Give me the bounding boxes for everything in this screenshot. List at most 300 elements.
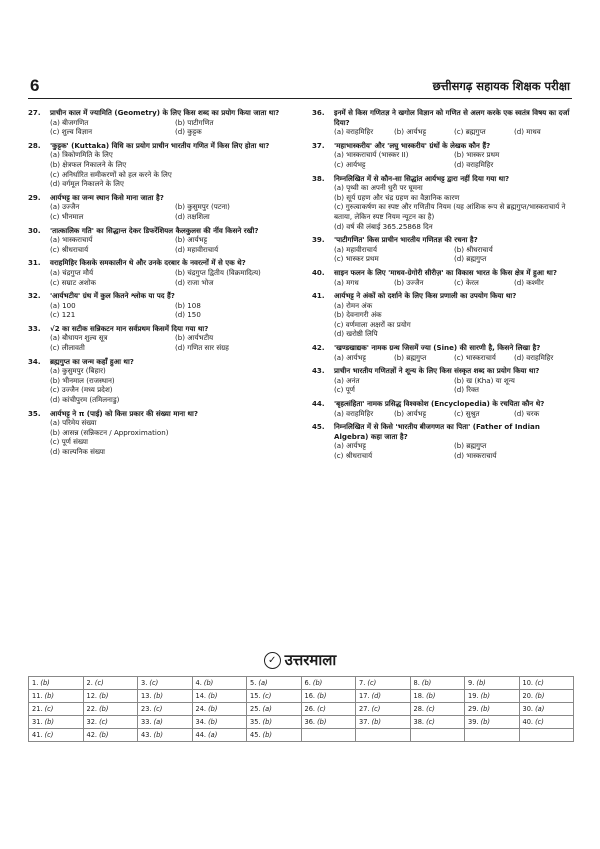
question-number: 32. (28, 291, 41, 301)
answer-number: 2. (86, 679, 93, 687)
answer-key-row (29, 729, 574, 742)
options (312, 127, 574, 137)
answer-key-cell (192, 703, 247, 716)
answer-option: (a) वराहमिहिर (334, 408, 374, 418)
answer-number: 5. (250, 679, 257, 687)
answer-number: 40. (522, 718, 533, 726)
answer-letter: (b) (153, 731, 163, 739)
question-item (28, 324, 300, 353)
answer-key-heading (0, 650, 600, 670)
answer-option: (b) पाटीगणित (175, 117, 214, 127)
answer-number: 34. (195, 718, 206, 726)
answer-key-cell (138, 703, 193, 716)
answer-number: 35. (250, 718, 261, 726)
answer-key-row (29, 690, 574, 703)
answer-letter: (b) (476, 679, 486, 687)
answer-option: (b) आर्यभटीय (175, 333, 214, 343)
question-text: निम्नलिखित में से किसे 'भारतीय बीजगणत का पिता' (Father of Indian Algebra) कहा जाता है? (334, 422, 540, 441)
answer-option: (a) रोमन अंक (334, 300, 373, 310)
answer-number: 45. (250, 731, 261, 739)
answer-key-cell (29, 677, 84, 690)
answer-key-cell (138, 716, 193, 729)
answer-option: (a) चंद्रगुप्त मौर्य (50, 267, 94, 277)
answer-key-cell (356, 703, 411, 716)
question-number: 41. (312, 291, 325, 301)
options (28, 235, 300, 254)
answer-letter: (b) (262, 731, 272, 739)
answer-option: (d) वर्गमूल निकालने के लिए (50, 179, 124, 189)
answer-number: 30. (522, 705, 533, 713)
answer-option: (c) श्रीधराचार्य (334, 451, 373, 460)
answer-key-cell (519, 677, 574, 690)
answer-option: (a) त्रिकोणमिति के लिए (50, 150, 113, 160)
answer-option: (b) सूर्य ग्रहण और चंद्र ग्रहण का वैज्ञानिक कारण (334, 192, 460, 202)
question-item (312, 108, 574, 137)
question-text: 'कुट्टक' (Kuttaka) विधि का प्रयोग प्राचीन भारतीय गणित में किस लिए होता था? (50, 140, 270, 150)
answer-letter: (c) (149, 679, 159, 687)
question-number: 30. (28, 225, 41, 235)
answer-key-cell (465, 677, 520, 690)
answer-key-cell (410, 716, 465, 729)
options (312, 301, 574, 339)
answer-option: (d) वर्ष की लंबाई 365.25868 दिन (334, 221, 433, 231)
question-number: 29. (28, 192, 41, 202)
answer-key-row (29, 677, 574, 690)
answer-number: 17. (359, 692, 370, 700)
answer-option: (c) श्रीधराचार्य (50, 244, 89, 254)
answer-key-cell (83, 716, 138, 729)
answer-option: (b) क्षेत्रफल निकालने के लिए (50, 159, 127, 169)
answer-key-cell (29, 690, 84, 703)
answer-number: 1. (32, 679, 39, 687)
answer-key-cell (247, 716, 302, 729)
answer-option: (a) उज्जैन (50, 202, 80, 212)
answer-option: (a) वराहमिहिर (334, 127, 374, 137)
answer-key-cell (247, 677, 302, 690)
answer-option: (b) उज्जैन (394, 277, 424, 287)
answer-key-cell (301, 716, 356, 729)
answer-key-row (29, 703, 574, 716)
question-text: 'महाभास्करीय' और 'लघु भास्करीय' ग्रंथों के लेखक कौन हैं? (334, 140, 491, 150)
answer-letter: (c) (367, 679, 377, 687)
answer-option: (b) आर्यभट्ट (175, 235, 208, 245)
answer-option: (d) भास्कराचार्य (454, 451, 497, 460)
answer-letter: (a) (535, 705, 545, 713)
question-item (312, 235, 574, 264)
answer-option: (c) उज्जैन (मध्य प्रदेश) (50, 385, 113, 395)
answer-number: 37. (359, 718, 370, 726)
answer-key-cell (519, 690, 574, 703)
question-item (28, 291, 300, 320)
answer-number: 20. (522, 692, 533, 700)
question-text: प्राचीन भारतीय गणितज्ञों ने शून्य के लिए किस संस्कृत शब्द का प्रयोग किया था? (334, 366, 540, 376)
question-text: प्राचीन काल में ज्यामिति (Geometry) के लिए किस शब्द का प्रयोग किया जाता था? (50, 108, 280, 117)
answer-letter: (b) (208, 705, 218, 713)
answer-option: (c) शुल्व विज्ञान (50, 127, 93, 137)
options (312, 245, 574, 264)
question-text: साइन फलन के लिए 'माधव-ग्रेगोरी सीरीज़' का विकास भारत के किस क्षेत्र में हुआ था? (334, 267, 557, 277)
answer-letter: (c) (426, 718, 435, 726)
answer-number: 32. (86, 718, 97, 726)
options (312, 150, 574, 169)
answer-letter: (c) (535, 679, 544, 687)
answer-letter: (b) (208, 718, 218, 726)
answer-key-cell (247, 729, 302, 742)
answer-key-cell (138, 677, 193, 690)
question-item (312, 422, 574, 460)
answer-letter: (d) (371, 692, 381, 700)
answer-number: 18. (413, 692, 424, 700)
question-number: 36. (312, 108, 325, 117)
answer-key-cell (83, 729, 138, 742)
answer-letter: (a) (258, 679, 268, 687)
answer-option: (b) ब्रह्मगुप्त (394, 352, 427, 362)
answer-number: 8. (413, 679, 420, 687)
answer-key-cell (410, 703, 465, 716)
options (312, 183, 574, 231)
answer-number: 39. (468, 718, 479, 726)
answer-option: (d) काल्पनिक संख्या (50, 447, 106, 456)
answer-key-cell (138, 729, 193, 742)
answer-number: 9. (468, 679, 475, 687)
question-number: 42. (312, 343, 325, 353)
answer-option: (a) महावीराचार्य (334, 244, 377, 254)
answer-option: (d) खरोष्ठी लिपि (334, 329, 378, 339)
answer-key-cell (83, 677, 138, 690)
question-item (312, 268, 574, 287)
answer-number: 44. (195, 731, 206, 739)
answer-option: (c) वर्णमाला अक्षरों का प्रयोग (334, 319, 411, 329)
answer-option: (d) कांचीपुरम (तमिलनाडु) (50, 395, 120, 405)
answer-key-cell (192, 677, 247, 690)
answer-letter: (b) (421, 679, 432, 687)
answer-key-title: उत्तरमाला (284, 651, 337, 669)
question-text: इनमें से किस गणितज्ञ ने खगोल विज्ञान को गणित से अलग करके एक स्वतंत्र विषय का दर्जा दिया? (334, 108, 570, 127)
answer-letter: (c) (153, 705, 163, 713)
answer-option: (c) अनिर्धारित समीकरणों को हल करने के लिए (50, 169, 172, 179)
question-item (28, 357, 300, 405)
answer-letter: (b) (44, 692, 54, 700)
answer-option: (c) भास्कराचार्य (454, 352, 496, 362)
options (28, 366, 300, 404)
question-number: 34. (28, 356, 41, 366)
answer-letter: (c) (44, 705, 54, 713)
answer-option: (a) पृथ्वी का अपनी धुरी पर घूमना (334, 183, 423, 193)
question-text: आर्यभट्ट ने अंकों को दर्शाने के लिए किस प्रणाली का उपयोग किया था? (334, 291, 517, 301)
answer-key-cell (356, 677, 411, 690)
answer-option: (c) भास्कर प्रथम (334, 254, 379, 264)
question-item (312, 291, 574, 339)
answer-number: 7. (359, 679, 366, 687)
answer-number: 42. (86, 731, 97, 739)
question-item (312, 174, 574, 232)
answer-letter: (c) (371, 705, 381, 713)
answer-option: (d) वराहमिहिर (514, 352, 554, 362)
answer-number: 43. (141, 731, 152, 739)
question-item (312, 366, 574, 395)
check-circle-icon: ✓ (264, 652, 281, 669)
answer-option: (c) केरल (454, 277, 479, 287)
answer-letter: (b) (317, 718, 327, 726)
answer-key-cell (519, 703, 574, 716)
question-item (28, 409, 300, 457)
answer-letter: (b) (480, 692, 490, 700)
answer-key-cell (192, 690, 247, 703)
answer-letter: (c) (99, 718, 108, 726)
answer-option: (b) 108 (175, 300, 201, 310)
question-number: 27. (28, 108, 41, 117)
answer-key-cell (356, 716, 411, 729)
answer-key-cell (29, 716, 84, 729)
answer-number: 12. (86, 692, 97, 700)
question-item (28, 193, 300, 222)
question-number: 35. (28, 408, 41, 418)
answer-key-cell (301, 677, 356, 690)
answer-option: (b) चंद्रगुप्त द्वितीय (विक्रमादित्य) (175, 267, 261, 277)
answer-key-cell (301, 703, 356, 716)
answer-key-cell (83, 690, 138, 703)
question-number: 38. (312, 173, 325, 183)
question-text: आर्यभट्ट का जन्म स्थान किसे माना जाता है? (50, 192, 164, 202)
answer-letter: (c) (426, 705, 435, 713)
answer-letter: (a) (208, 731, 218, 739)
answer-option: (a) बीजगणित (50, 117, 89, 127)
options (312, 441, 574, 460)
answer-option: (a) भास्कराचार्य (भास्कर II) (334, 150, 409, 160)
answer-number: 22. (86, 705, 97, 713)
answer-option: (b) ख (Kha) या शून्य (454, 375, 515, 385)
answer-key-cell (519, 716, 574, 729)
answer-number: 10. (522, 679, 533, 687)
answer-letter: (c) (44, 731, 54, 739)
answer-option: (b) आर्यभट्ट (394, 408, 427, 418)
options (28, 268, 300, 287)
answer-option: (a) आर्यभट्ट (334, 441, 366, 451)
answer-option: (b) आसन्न (सन्निकटन / Approximation) (50, 427, 169, 437)
answer-number: 21. (32, 705, 43, 713)
answer-key-cell (247, 703, 302, 716)
answer-option: (c) 121 (50, 310, 76, 320)
answer-option: (c) सम्राट अशोक (50, 277, 96, 287)
answer-number: 29. (468, 705, 479, 713)
answer-key-cell (465, 729, 520, 742)
answer-option: (d) माधव (514, 127, 541, 137)
answer-letter: (b) (203, 679, 214, 687)
question-item (28, 108, 300, 137)
question-text: √2 का सटीक सन्निकटन मान सर्वप्रथम किसमें दिया गया था? (50, 323, 209, 333)
answer-key-cell (29, 703, 84, 716)
answer-option: (c) सुश्रुत (454, 408, 480, 418)
answer-option: (b) आर्यभट्ट (394, 127, 427, 137)
answer-option: (a) भास्कराचार्य (50, 235, 93, 245)
answer-option: (b) कुसुमपुर (पटना) (175, 202, 230, 212)
answer-option: (d) 150 (175, 310, 201, 320)
answer-number: 36. (304, 718, 315, 726)
question-item (312, 141, 574, 170)
answer-key-cell (247, 690, 302, 703)
answer-key-cell (301, 729, 356, 742)
answer-number: 23. (141, 705, 152, 713)
question-number: 37. (312, 140, 325, 150)
answer-letter: (b) (535, 692, 545, 700)
answer-option: (d) ब्रह्मगुप्त (454, 254, 487, 264)
answer-number: 38. (413, 718, 424, 726)
left-question-column (28, 108, 300, 461)
answer-key-cell (410, 729, 465, 742)
answer-option: (b) श्रीधराचार्य (454, 244, 493, 254)
options (312, 409, 574, 419)
answer-option: (d) कुट्टक (175, 127, 202, 137)
answer-letter: (c) (94, 679, 104, 687)
answer-number: 28. (413, 705, 424, 713)
page-title: छत्तीसगढ़ सहायक शिक्षक परीक्षा (432, 79, 570, 93)
answer-letter: (b) (153, 692, 163, 700)
answer-option: (d) तक्षशिला (175, 211, 210, 221)
answer-option: (d) महावीराचार्य (175, 244, 219, 254)
answer-option: (c) पूर्ण संख्या (50, 437, 88, 447)
question-text: 'बृहत्संहिता' नामक प्रसिद्ध विश्वकोश (Encyclopedia) के रचयिता कौन थे? (334, 399, 545, 409)
answer-letter: (b) (208, 692, 218, 700)
answer-key-cell (83, 703, 138, 716)
question-item (312, 343, 574, 362)
answer-key-row (29, 716, 574, 729)
answer-key-cell (410, 690, 465, 703)
answer-number: 6. (304, 679, 311, 687)
answer-option: (d) गणित सार संग्रह (175, 343, 229, 353)
options (28, 150, 300, 188)
answer-letter: (c) (317, 705, 326, 713)
answer-option: (d) वराहमिहिर (454, 159, 494, 169)
answer-letter: (c) (535, 718, 544, 726)
answer-number: 27. (359, 705, 370, 713)
answer-key-cell (301, 690, 356, 703)
answer-letter: (b) (317, 692, 327, 700)
answer-number: 25. (250, 705, 261, 713)
answer-key-cell (519, 729, 574, 742)
answer-letter: (b) (312, 679, 323, 687)
answer-letter: (b) (371, 718, 381, 726)
answer-option: (a) 100 (50, 300, 76, 310)
options (28, 333, 300, 352)
answer-letter: (b) (44, 718, 54, 726)
answer-option: (a) मगध (334, 277, 359, 287)
right-question-column (312, 108, 574, 465)
question-item (28, 226, 300, 255)
answer-number: 26. (304, 705, 315, 713)
question-text: 'खण्डखाद्यक' नामक ग्रन्थ जिसमें ज्या (Sine) की सारणी है, किसने लिखा है? (334, 343, 541, 353)
answer-number: 3. (141, 679, 148, 687)
answer-key-cell (29, 729, 84, 742)
answer-letter: (b) (262, 718, 272, 726)
answer-letter: (b) (99, 705, 109, 713)
answer-number: 19. (468, 692, 479, 700)
options (28, 301, 300, 320)
question-number: 45. (312, 422, 325, 432)
question-text: वराहमिहिर किसके समकालीन थे और उनके दरबार के नवरत्नों में से एक थे? (50, 258, 246, 268)
answer-option: (c) लीलावती (50, 343, 85, 353)
answer-option: (a) अनंत (334, 375, 360, 385)
answer-letter: (b) (40, 679, 50, 687)
answer-key-cell (356, 729, 411, 742)
answer-letter: (b) (426, 692, 436, 700)
answer-option: (c) भीनमाल (50, 211, 84, 221)
question-item (312, 399, 574, 418)
answer-option: (d) रिक्त (454, 385, 479, 395)
answer-letter: (b) (480, 718, 490, 726)
options (28, 418, 300, 456)
answer-key-table (28, 676, 574, 742)
answer-number: 41. (32, 731, 43, 739)
question-number: 31. (28, 258, 41, 268)
options (28, 118, 300, 137)
options (28, 202, 300, 221)
question-item (28, 258, 300, 287)
answer-key-cell (410, 677, 465, 690)
answer-letter: (a) (262, 705, 272, 713)
answer-number: 16. (304, 692, 315, 700)
answer-option: (a) आर्यभट्ट (334, 352, 366, 362)
question-text: 'तात्कालिक गति' का सिद्धान्त देकर डिफरेंशियल कैलकुलस की नींव किसने रखी? (50, 225, 259, 235)
answer-letter: (b) (480, 705, 490, 713)
question-number: 43. (312, 366, 325, 376)
answer-letter: (c) (262, 692, 272, 700)
question-text: आर्यभट्ट ने π (पाई) को किस प्रकार की संख्या माना था? (50, 408, 199, 418)
answer-option: (c) पूर्ण (334, 385, 355, 395)
question-number: 44. (312, 399, 325, 409)
answer-number: 31. (32, 718, 43, 726)
page-number: 6 (30, 76, 40, 95)
question-number: 40. (312, 267, 325, 277)
answer-option: (a) परिमेय संख्या (50, 418, 97, 428)
answer-option: (d) राजा भोज (175, 277, 214, 287)
answer-option: (b) भीनमाल (राजस्थान) (50, 375, 115, 385)
answer-option: (c) आर्यभट्ट (334, 159, 366, 169)
answer-option: (d) चरक (514, 408, 540, 418)
answer-number: 15. (250, 692, 261, 700)
answer-key-cell (192, 716, 247, 729)
options (312, 278, 574, 288)
answer-option: (b) भास्कर प्रथम (454, 150, 500, 160)
answer-number: 24. (195, 705, 206, 713)
question-text: ब्रह्मगुप्त का जन्म कहाँ हुआ था? (50, 356, 134, 366)
answer-key-cell (465, 716, 520, 729)
answer-key-cell (192, 729, 247, 742)
answer-key-cell (465, 690, 520, 703)
answer-number: 14. (195, 692, 206, 700)
answer-option: (b) ब्रह्मगुप्त (454, 441, 487, 451)
question-item (28, 141, 300, 189)
answer-option: (a) कुसुमपुर (बिहार) (50, 366, 106, 376)
answer-option: (d) कश्मीर (514, 277, 544, 287)
answer-option: (a) बौधायन शुल्व सूत्र (50, 333, 108, 343)
answer-number: 11. (32, 692, 43, 700)
question-text: 'आर्यभटीय' ग्रंथ में कुल कितने श्लोक या पद हैं? (50, 291, 175, 301)
answer-letter: (b) (99, 692, 109, 700)
answer-letter: (a) (153, 718, 163, 726)
answer-number: 33. (141, 718, 152, 726)
question-text: 'पाटीगणित' किस प्राचीन भारतीय गणितज्ञ की रचना है? (334, 235, 478, 245)
answer-option: (b) देवनागरी अंक (334, 310, 382, 320)
answer-number: 13. (141, 692, 152, 700)
options (312, 376, 574, 395)
answer-letter: (b) (99, 731, 109, 739)
answer-key-cell (138, 690, 193, 703)
answer-option: (c) गुरुत्वाकर्षण का स्पष्ट और गणितीय नियम (यह आंशिक रूप से ब्रह्मगुप्त/भास्कराचार्य ने बताया, लेकिन स्पष्ट नियम न्यूटन का है) (334, 202, 566, 221)
answer-option: (c) ब्रह्मगुप्त (454, 127, 486, 137)
question-number: 33. (28, 323, 41, 333)
options (312, 353, 574, 363)
question-number: 28. (28, 140, 41, 150)
